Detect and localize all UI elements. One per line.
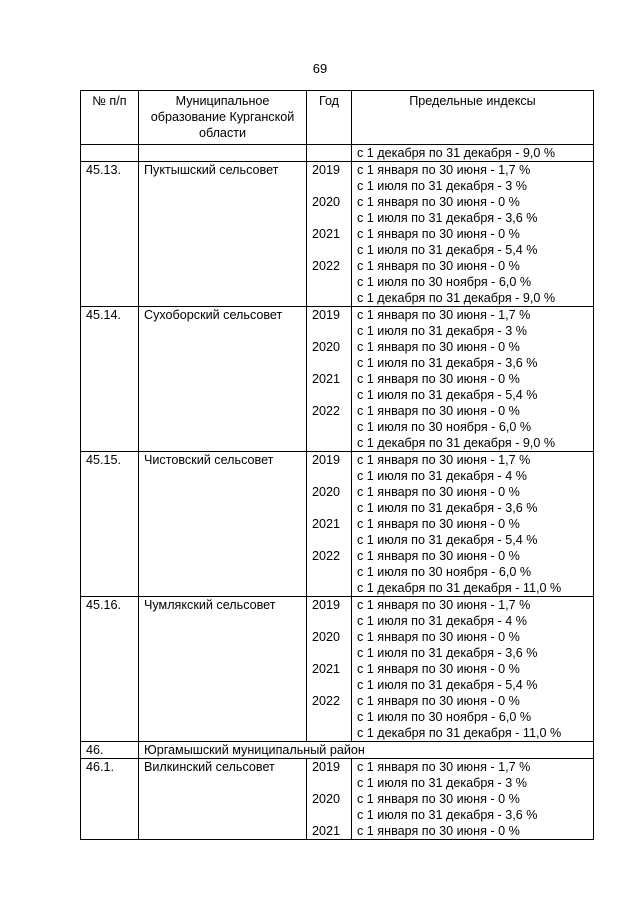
index-line: с 1 января по 30 июня - 0 % [357,694,520,708]
year-label: 2021 [312,824,341,838]
year-label: 2019 [312,163,341,177]
index-line: с 1 января по 30 июня - 0 % [357,259,520,273]
row-number: 45.16. [81,597,139,742]
index-line: с 1 января по 30 июня - 0 % [357,824,520,838]
row-municipality: Пуктышский сельсовет [139,162,307,307]
index-line: с 1 января по 30 июня - 0 % [357,404,520,418]
index-line: с 1 января по 30 июня - 0 % [357,662,520,676]
index-line: с 1 января по 30 июня - 1,7 % [357,453,531,467]
row-number: 45.15. [81,452,139,597]
year-label: 2019 [312,308,341,322]
table-row [81,452,594,597]
index-line: с 1 июля по 31 декабря - 3 % [357,324,527,338]
index-line: с 1 января по 30 июня - 1,7 % [357,163,531,177]
row-years [307,452,352,597]
index-line: с 1 июля по 30 ноября - 6,0 % [357,275,532,289]
row-number: 46.1. [81,759,139,840]
year-label: 2022 [312,694,341,708]
index-line: с 1 июля по 30 ноября - 6,0 % [357,710,532,724]
header-year: Год [307,91,352,145]
row-municipality: Сухоборский сельсовет [139,307,307,452]
tariff-index-table [80,90,594,840]
index-line: с 1 января по 30 июня - 0 % [357,549,520,563]
index-line: с 1 июля по 31 декабря - 3,6 % [357,501,538,515]
index-line: с 1 декабря по 31 декабря - 11,0 % [357,581,562,595]
table-row [81,162,594,307]
table-header-row [81,91,594,145]
index-line: с 1 января по 30 июня - 1,7 % [357,598,531,612]
index-line: с 1 июля по 30 ноября - 6,0 % [357,565,532,579]
row-municipality: Чумлякский сельсовет [139,597,307,742]
index-line: с 1 января по 30 июня - 1,7 % [357,308,531,322]
index-line: с 1 июля по 31 декабря - 4 % [357,614,527,628]
year-label: 2019 [312,598,341,612]
year-label: 2021 [312,372,341,386]
index-line: с 1 декабря по 31 декабря - 9,0 % [357,291,556,305]
row-municipality: Чистовский сельсовет [139,452,307,597]
index-line: с 1 января по 30 июня - 0 % [357,372,520,386]
page-number: 69 [312,61,328,76]
index-line: с 1 декабря по 31 декабря - 9,0 % [357,436,556,450]
index-line: с 1 июля по 31 декабря - 5,4 % [357,678,538,692]
continuation-row [81,145,594,162]
index-line: с 1 июля по 30 ноября - 6,0 % [357,420,532,434]
index-line: с 1 января по 30 июня - 0 % [357,517,520,531]
header-municipality: Муниципальное образование Курганской области [139,91,307,145]
row-indices [352,162,594,307]
index-line: с 1 января по 30 июня - 0 % [357,340,520,354]
index-line: с 1 января по 30 июня - 0 % [357,792,520,806]
index-line: с 1 декабря по 31 декабря - 9,0 % [357,146,556,160]
year-label: 2019 [312,760,341,774]
row-number: 45.14. [81,307,139,452]
row-years [307,597,352,742]
year-label: 2020 [312,630,341,644]
header-indices: Предельные индексы [352,91,594,145]
index-line: с 1 января по 30 июня - 0 % [357,195,520,209]
index-line: с 1 июля по 31 декабря - 3 % [357,179,527,193]
row-years [307,759,352,840]
header-number: № п/п [81,91,139,145]
row-years [307,307,352,452]
index-line: с 1 июля по 31 декабря - 5,4 % [357,243,538,257]
index-line: с 1 декабря по 31 декабря - 11,0 % [357,726,562,740]
row-municipality: Вилкинский сельсовет [139,759,307,840]
year-label: 2021 [312,517,341,531]
year-label: 2022 [312,259,341,273]
index-line: с 1 января по 30 июня - 0 % [357,227,520,241]
row-indices [352,759,594,840]
index-line: с 1 июля по 31 декабря - 3 % [357,776,527,790]
year-label: 2020 [312,340,341,354]
year-label: 2021 [312,662,341,676]
index-line: с 1 июля по 31 декабря - 3,6 % [357,808,538,822]
row-indices [352,452,594,597]
row-number: 45.13. [81,162,139,307]
table-row [81,597,594,742]
district-name: Юргамышский муниципальный район [139,742,594,759]
index-line: с 1 января по 30 июня - 0 % [357,630,520,644]
year-label: 2022 [312,549,341,563]
year-label: 2022 [312,404,341,418]
index-line: с 1 июля по 31 декабря - 4 % [357,469,527,483]
district-number: 46. [81,742,139,759]
row-indices [352,597,594,742]
index-line: с 1 июля по 31 декабря - 3,6 % [357,356,538,370]
year-label: 2021 [312,227,341,241]
table-row [81,307,594,452]
district-row [81,742,594,759]
table-row [81,759,594,840]
row-years [307,162,352,307]
year-label: 2020 [312,792,341,806]
index-line: с 1 июля по 31 декабря - 5,4 % [357,388,538,402]
index-line: с 1 января по 30 июня - 0 % [357,485,520,499]
index-line: с 1 июля по 31 декабря - 3,6 % [357,646,538,660]
year-label: 2019 [312,453,341,467]
row-indices [352,307,594,452]
index-line: с 1 января по 30 июня - 1,7 % [357,760,531,774]
index-line: с 1 июля по 31 декабря - 5,4 % [357,533,538,547]
index-line: с 1 июля по 31 декабря - 3,6 % [357,211,538,225]
year-label: 2020 [312,195,341,209]
year-label: 2020 [312,485,341,499]
